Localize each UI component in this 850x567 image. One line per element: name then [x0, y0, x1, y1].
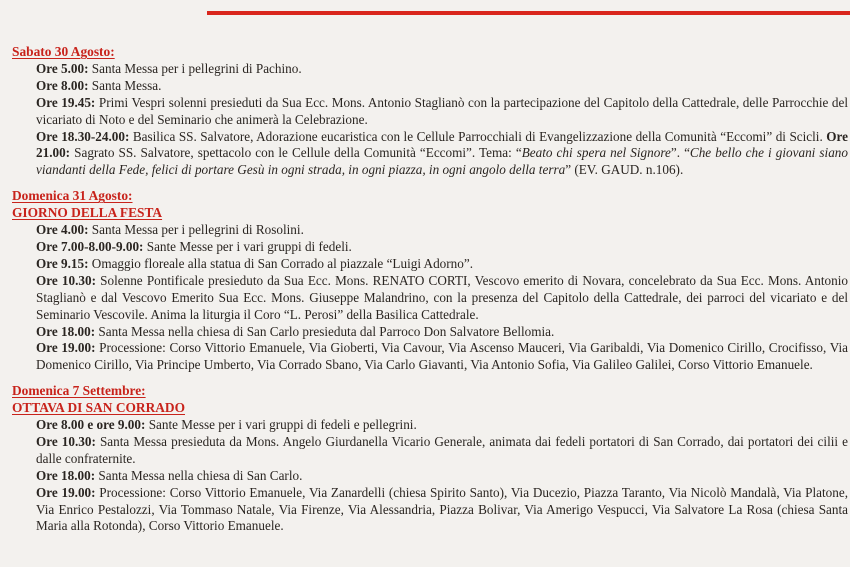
entry-text: Omaggio floreale alla statua di San Corrado al piazzale “Luigi Adorno”.	[88, 255, 473, 271]
entry-quote: Beato chi spera nel Signore	[521, 145, 671, 161]
schedule-entry	[12, 78, 848, 95]
section-subheading: GIORNO DELLA FESTA	[12, 205, 163, 221]
section-domenica-7	[12, 383, 848, 535]
program-document	[12, 44, 848, 535]
schedule-entry	[12, 129, 848, 180]
section-domenica-31	[12, 188, 848, 374]
schedule-entry	[12, 239, 848, 256]
entry-text: ”. “	[670, 145, 690, 161]
schedule-entry	[12, 485, 848, 536]
schedule-entry	[12, 340, 848, 374]
section-heading: Domenica 7 Settembre:	[12, 383, 146, 399]
entry-time: Ore 10.30:	[36, 433, 96, 449]
entry-text: Santa Messa nella chiesa di San Carlo.	[95, 467, 303, 483]
entry-time: Ore 7.00-8.00-9.00:	[36, 238, 144, 254]
entry-quote: Che bello che i giovani siano viandanti della Fede, felici di portare Gesù in ogni strada, in ogni piazza, in ogni angolo della terra	[36, 145, 848, 178]
entry-text: Santa Messa per i pellegrini di Rosolini.	[88, 222, 304, 238]
section-heading: Domenica 31 Agosto:	[12, 188, 133, 204]
entry-time: Ore 18.30-24.00:	[36, 128, 130, 144]
entry-text: Basilica SS. Salvatore, Adorazione eucaristica con le Cellule Parrocchiali di Evangelizzazione della Comunità “Eccomi” di Scicli.	[129, 128, 827, 144]
entry-time: Ore 9.15:	[36, 255, 89, 271]
entry-text: Santa Messa per i pellegrini di Pachino.	[88, 60, 302, 76]
entry-time: Ore 8.00 e ore 9.00:	[36, 417, 146, 433]
entry-text: Sante Messe per i vari gruppi di fedeli.	[143, 238, 352, 254]
entry-text: Solenne Pontificale presieduto da Sua Ecc. Mons. RENATO CORTI, Vescovo emerito di Novara, concelebrato da Sua Ecc. Mons. Antonio Staglianò e dal Vescovo Emerito Sua Ecc. Mons. Giuseppe Malandrino, con la presenza del Capitolo della Cattedrale, dei parroci del vicariato e del Seminario Vescovile. Anima la liturgia il Coro “L. Perosi” della Basilica Cattedrale.	[36, 272, 849, 322]
schedule-entry	[12, 95, 848, 129]
entry-text: Sante Messe per i vari gruppi di fedeli e pellegrini.	[145, 417, 417, 433]
section-sabato	[12, 44, 848, 179]
schedule-entry	[12, 434, 848, 468]
entry-text: ” (EV. GAUD. n.106).	[565, 162, 684, 178]
schedule-entry	[12, 468, 848, 485]
entry-time: Ore 4.00:	[36, 222, 89, 238]
schedule-entry	[12, 256, 848, 273]
section-heading: Sabato 30 Agosto:	[12, 44, 115, 59]
entry-time: Ore 10.30:	[36, 272, 96, 288]
entry-text: Santa Messa presieduta da Mons. Angelo Giurdanella Vicario Generale, animata dai fedeli portatori di San Corrado, dai portatori dei cilii e dalle confraternite.	[36, 433, 848, 466]
entry-time: Ore 19.00:	[36, 484, 96, 500]
entry-text: Processione: Corso Vittorio Emanuele, Via Gioberti, Via Cavour, Via Ascenso Mauceri, Via Garibaldi, Via Domenico Cirillo, Crocifisso, Via Domenico Cirillo, Via Principe Umberto, Via Corrado Sbano, Via Carlo Giavanti, Via Antonio Sofia, Via Galileo Galilei, Corso Vittorio Emanuele.	[36, 340, 849, 373]
entry-text: Primi Vespri solenni presieduti da Sua Ecc. Mons. Antonio Staglianò con la partecipazione del Capitolo della Cattedrale, delle Parrocchie del vicariato di Noto e del Seminario che animerà la Celebrazione.	[36, 94, 848, 127]
entry-time-secondary: Ore 21.00:	[36, 128, 848, 161]
entry-time: Ore 18.00:	[36, 467, 96, 483]
entry-text: Sagrato SS. Salvatore, spettacolo con le Cellule della Comunità “Eccomi”. Tema: “	[70, 145, 522, 161]
entry-text: Processione: Corso Vittorio Emanuele, Via Zanardelli (chiesa Spirito Santo), Via Ducezio, Piazza Taranto, Via Nicolò Mandalà, Via Platone, Via Enrico Pestalozzi, Via Tommaso Natale, Via Firenze, Via Alessandria, Piazza Bolivar, Via Amerigo Vespucci, Via Salvatore La Rosa (chiesa Santa Maria alla Rotonda), Corso Vittorio Emanuele.	[36, 484, 849, 534]
entry-text: Santa Messa.	[88, 77, 162, 93]
decorative-red-line	[207, 11, 850, 15]
schedule-entry	[12, 273, 848, 324]
entry-time: Ore 18.00:	[36, 323, 96, 339]
section-subheading: OTTAVA DI SAN CORRADO	[12, 400, 185, 416]
entry-time: Ore 8.00:	[36, 77, 89, 93]
schedule-entry	[12, 222, 848, 239]
entry-text: Santa Messa nella chiesa di San Carlo presieduta dal Parroco Don Salvatore Bellomia.	[95, 323, 555, 339]
schedule-entry	[12, 324, 848, 341]
entry-time: Ore 19.45:	[36, 94, 96, 110]
schedule-entry	[12, 417, 848, 434]
schedule-entry	[12, 61, 848, 78]
entry-time: Ore 5.00:	[36, 60, 89, 76]
entry-time: Ore 19.00:	[36, 340, 96, 356]
